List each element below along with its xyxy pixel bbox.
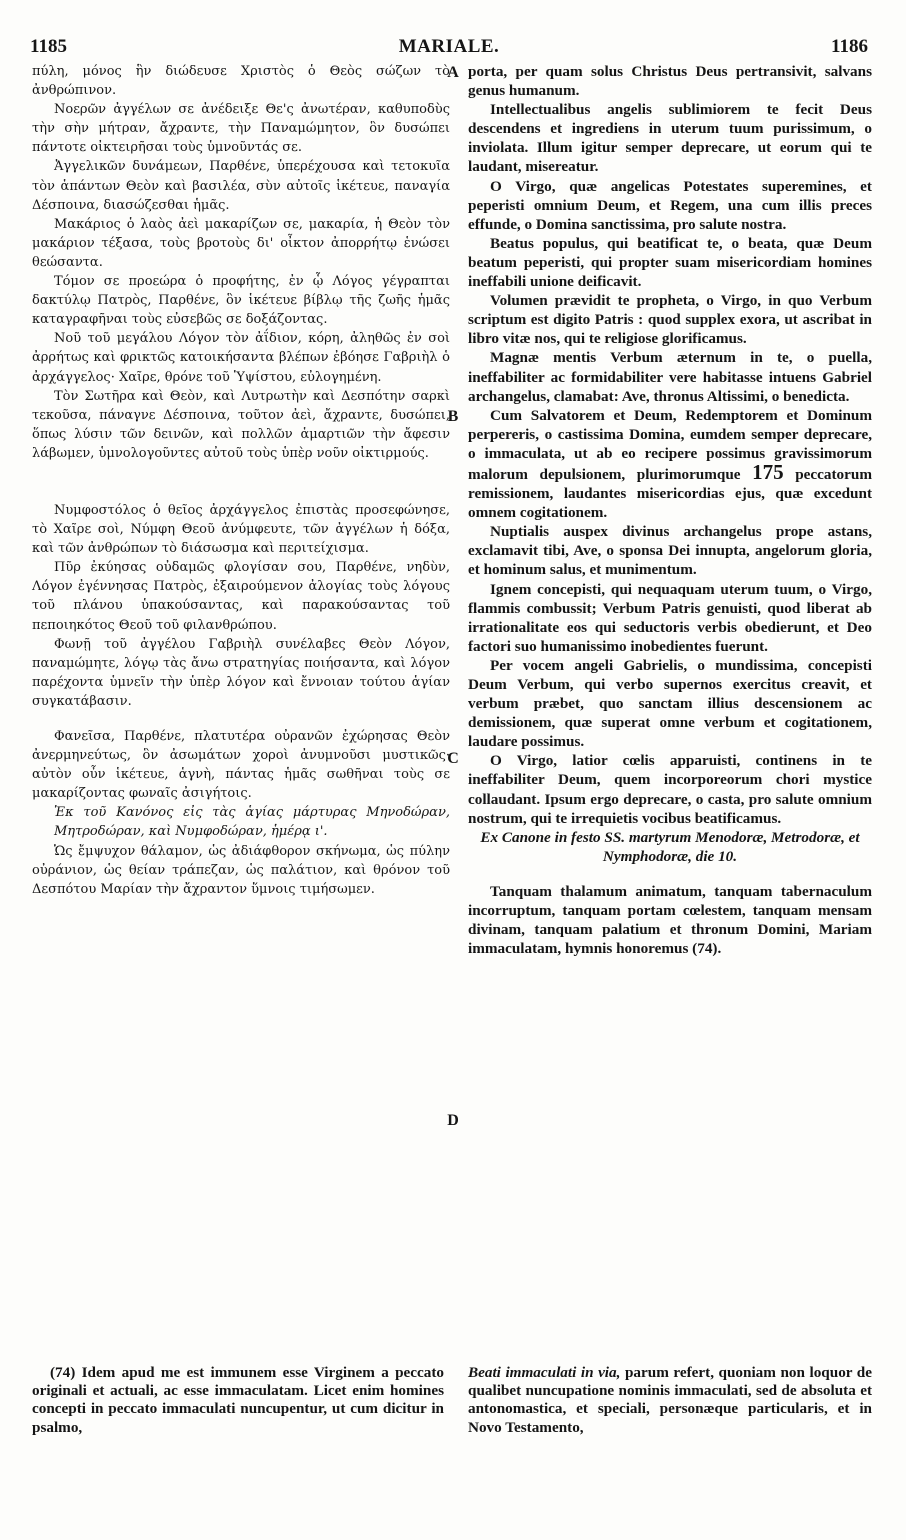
greek-paragraph: Τὸν Σωτῆρα καὶ Θεὸν, καὶ Λυτρωτὴν καὶ Δεσπότην σαρκὶ τεκοῦσα, πάναγνε Δέσποινα, τοῦτον ἀεὶ, ἄχραντε, δυσώπει, ὅπως λύσιν τῶν δεινῶν, καὶ πολλῶν ἁμαρτιῶν τὴν ἄφεσιν λάβωμεν, ὑμνολογοῦντες αὐτοῦ τοὺς ὑπὲρ νοῦν οἰκτιρμούς. (32, 388, 450, 461)
footnote-left (32, 1364, 444, 1437)
footnote-continuation (468, 1364, 872, 1437)
latin-paragraph: Tanquam thalamum animatum, tanquam tabernaculum incorruptum, tanquam portam cœlestem, tanquam mensam divinam, tanquam palatium et thronum Domini, Mariam immaculatam, hymnis honoremus (74). (468, 882, 872, 958)
greek-section-title: Ἐκ τοῦ Κανόνος εἰς τὰς ἁγίας μάρτυρας Μηνοδώραν, Μητροδώραν, καὶ Νυμφοδώραν, ἡμέρᾳ ι'. (54, 805, 450, 840)
greek-paragraph: πύλη, μόνος ἣν διώδευσε Χριστὸς ὁ Θεὸς σώζων τὸ ἀνθρώπινον. (32, 64, 450, 99)
latin-paragraph: Nuptialis auspex divinus archangelus prope astans, exclamavit tibi, Ave, o sponsa Dei innupta, angelorum gloria, et hominum salus, et munimentum. (468, 523, 872, 579)
footnote-text: (74) Idem apud me est immunem esse Virginem a peccato originali et actuali, ac esse immaculatam. Licet enim homines concepti in peccato immaculati nuncupentur, ut cum dicitur in psalmo, (32, 1364, 444, 1436)
latin-text: Cum Salvatorem et Deum, Redemptorem et Dominum perpereris, o castissima Domina, eumdem semper deprecare, o immaculata, ut ab eo recipere possimus gravissimorum malorum depulsionem, plurimorumque (468, 406, 872, 483)
greek-paragraph: Ἀγγελικῶν δυνάμεων, Παρθένε, ὑπερέχουσα καὶ τετοκυῖα τὸν ἁπάντων Θεὸν καὶ βασιλέα, σὺν αὐτοῖς ἱκέτευε, παναγία Δέσποινα, διασώζεσθαι ἡμᾶς. (32, 159, 450, 213)
footnote-right (468, 1364, 872, 1437)
latin-paragraph: O Virgo, quæ angelicas Potestates superemines, et peperisti omnium Deum, et Regem, una cum illis preces effunde, o Domina sanctissima, pro salute nostra. (468, 177, 872, 233)
greek-paragraph: Τόμον σε προεώρα ὁ προφήτης, ἐν ᾧ Λόγος γέγραπται δακτύλῳ Πατρὸς, Παρθένε, ὃν ἱκέτευε βίβλῳ τῆς ζωῆς ἡμᾶς καταγραφῆναι τοὺς εὐσεβῶς σε δοξάζοντας. (32, 274, 450, 328)
greek-paragraph: Ὡς ἔμψυχον θάλαμον, ὡς ἀδιάφθορον σκήνωμα, ὡς πύλην οὐράνιον, ὡς θείαν τράπεζαν, ὡς παλάτιον, καὶ θρόνον τοῦ Δεσπότου Μαρίαν τὴν ἄχραντον ὕμνοις τιμήσωμεν. (32, 843, 450, 897)
latin-paragraph: Per vocem angeli Gabrielis, o mundissima, concepisti Deum Verbum, qui verbo supernos exercitus creavit, et verbum præbet, quo sanctam illius descensionem ac demissionem, quæ superat omne verbum et cogitationem, laudare possimus. (468, 656, 872, 751)
latin-paragraph: Beatus populus, qui beatificat te, o beata, quæ Deum beatum peperisti, qui propter suam misericordiam homines ineffabili unione deificavit. (468, 234, 872, 291)
latin-paragraph: O Virgo, latior cœlis apparuisti, continens in te ineffabiliter Deum, quem incorporeorum chori mystice collaudant. Ipsum ergo deprecare, o casta, pro salute omnium nostrum, qui te irrequietis vocibus beatificamus. (468, 752, 872, 827)
greek-paragraph: Μακάριος ὁ λαὸς ἀεὶ μακαρίζων σε, μακαρία, ἡ Θεὸν τὸν μακάριον τέξασα, τοὺς βροτοὺς δι' οἶκτον ἀπορρήτῳ ἑνώσει θεώσαντα. (32, 216, 450, 270)
page-number-left: 1185 (30, 36, 67, 57)
latin-paragraph: Intellectualibus angelis sublimiorem te fecit Deus descendens et ingrediens in uterum tuum purissimum, o inviolata. Illum igitur semper deprecare, ut eorum qui te laudant, misereatur. (468, 101, 872, 176)
latin-paragraph: porta, per quam solus Christus Deus pertransivit, salvans genus humanum. (468, 63, 872, 100)
latin-paragraph: Magnæ mentis Verbum æternum in te, o puella, ineffabiliter ac formidabiliter vere habitasse intuens Gabriel archangelus, clamabat: Ave, thronus Altissimi, o benedicta. (468, 349, 872, 405)
column-marker-d: D (447, 1112, 459, 1129)
footnote-quote: Beati immaculati in via, (468, 1364, 621, 1381)
greek-paragraph: Νοῦ τοῦ μεγάλου Λόγον τὸν ἀΐδιον, κόρη, ἀληθῶς ἐν σοὶ ἀρρήτως καὶ φρικτῶς κατοικήσαντα βλέπων ἐβόησε Γαβριὴλ ὁ ἀρχάγγελος· Χαῖρε, θρόνε τοῦ Ὑψίστου, εὐλογημένη. (32, 331, 450, 385)
page-number-right: 1186 (831, 36, 868, 57)
column-number: 175 (752, 459, 784, 484)
latin-paragraph (468, 406, 872, 523)
greek-paragraph: Φανεῖσα, Παρθένε, πλατυτέρα οὐρανῶν ἐχώρησας Θεὸν ἀνερμηνεύτως, ὃν ἀσωμάτων χοροὶ ἀνυμνοῦσι μυστικῶς· αὐτὸν οὖν ἱκέτευε, ἁγνὴ, πάντας ἡμᾶς σωθῆναι τοὺς σε μακαρίζοντας φωναῖς ἀσιγήτοις. (32, 729, 450, 802)
column-marker-b: B (447, 408, 459, 425)
greek-paragraph: Νυμφοστόλος ὁ θεῖος ἀρχάγγελος ἐπιστὰς προσεφώνησε, τὸ Χαῖρε σοὶ, Νύμφη Θεοῦ ἀνύμφευτε, τῶν ἀγγέλων ἡ δόξα, καὶ τῶν ἀνθρώπων τὸ διάσωσμα καὶ περιτείχισμα. (32, 502, 450, 557)
latin-text: peccatorum remissionem, laudantes misericordias ejus, quæ excedunt omnem cogitationem. (468, 465, 872, 522)
column-marker-c: C (447, 750, 459, 767)
running-title: MARIALE. (398, 36, 500, 57)
greek-paragraph: Πῦρ ἐκύησας οὐδαμῶς φλογίσαν σου, Παρθένε, νηδὺν, Λόγον ἐγέννησας Πατρὸς, ἐξαιρούμενον ἀλογίας τοὺς λόγους τοῦ πλάνου ὑπακούσαντας, καὶ παρακούσαντας τοῦ πεποιηκότος Θεοῦ τοῦ φιλανθρώπου. (32, 560, 450, 633)
latin-section-title: Ex Canone in festo SS. martyrum Menodoræ, Metrodoræ, et Nymphodoræ, die 10. (480, 828, 860, 865)
greek-paragraph: Φωνῇ τοῦ ἀγγέλου Γαβριὴλ συνέλαβες Θεὸν Λόγον, παναμώμητε, λόγῳ τὰς ἄνω στρατηγίας ποιήσαντα, καὶ λόγον παρέχοντα ὑμνεῖν τὴν ὑπὲρ λόγον καὶ ἔννοιαν τούτου ἁγίαν συγκατάβασιν. (32, 636, 450, 709)
column-marker-a: A (447, 64, 459, 81)
greek-column (32, 62, 450, 899)
latin-column (468, 62, 872, 958)
latin-paragraph: Volumen prævidit te propheta, o Virgo, in quo Verbum scriptum est digito Patris : quod supplex exora, ut ascribat in libro vitæ nos, qui te religiose glorificamus. (468, 292, 872, 348)
latin-paragraph: Ignem concepisti, qui nequaquam uterum tuum, o Virgo, flammis combussit; Verbum Patris genuisti, quod liberat ab irrationalitate eos qui seductoris verbis obedierunt, et Deo factori suo humanissimo inobedientes fuerunt. (468, 580, 872, 655)
footnote-text: parum refert, quoniam non loquor de qualibet nuncupatione nominis immaculati, sed de absoluta et antonomastica, et speciali, personæque particularis, et in Novo Testamento, (468, 1364, 872, 1436)
greek-paragraph: Νοερῶν ἀγγέλων σε ἀνέδειξε Θε'ς ἀνωτέραν, καθυποδὺς τὴν σὴν μήτραν, ἄχραντε, τὴν Παναμώμητον, ὃν δυσώπει πάντοτε οἰκτειρῆσαι τοὺς ὑμνοῦντάς σε. (32, 102, 450, 156)
